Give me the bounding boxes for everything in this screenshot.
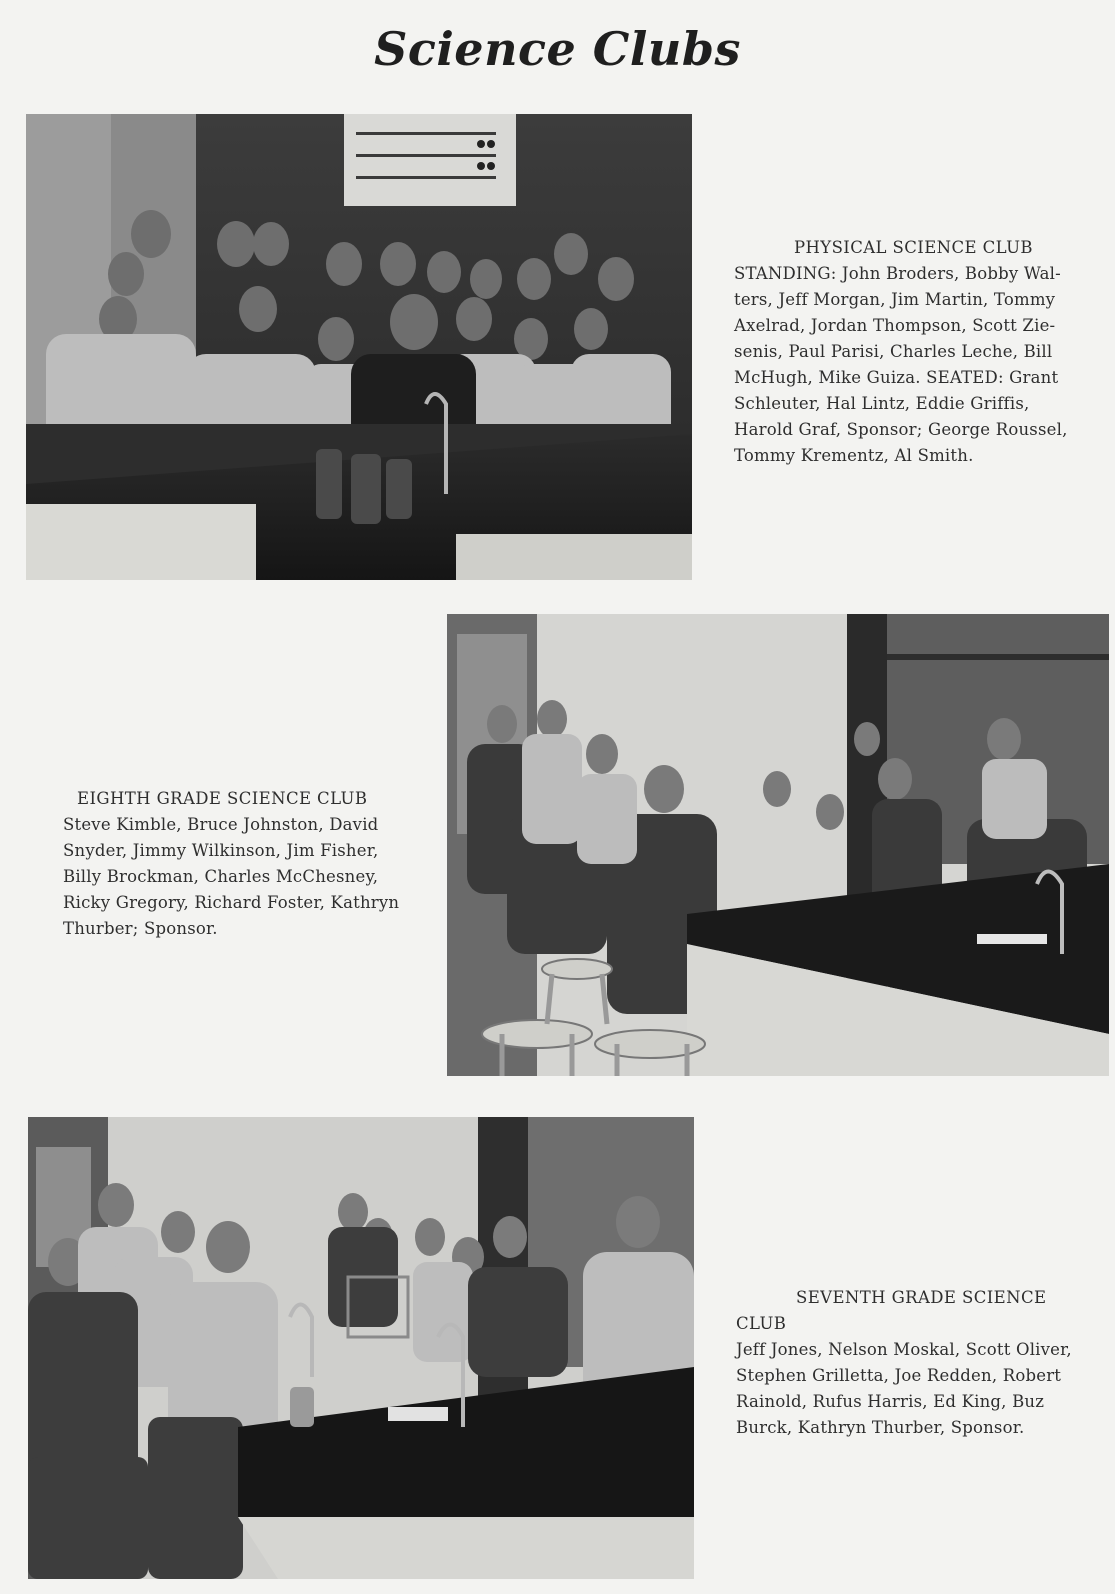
caption-body: Steve Kimble, Bruce Johnston, David Snyder, Jimmy Wilkinson, Jim Fisher, Billy Brockman, Charles McChesney, Ricky Gregory, Richard Foster, Kathryn Thurber; Sponsor.	[63, 815, 400, 938]
caption-heading: EIGHTH GRADE SCIENCE CLUB	[77, 789, 368, 808]
physical-science-club-photo	[26, 114, 692, 580]
physical-science-club-caption	[734, 235, 1079, 469]
seventh-grade-science-club-photo	[28, 1117, 694, 1579]
eighth-grade-science-club-caption	[63, 786, 413, 942]
caption-body: Jeff Jones, Nelson Moskal, Scott Oliver, Stephen Grilletta, Joe Redden, Robert Rainold, Rufus Harris, Ed King, Buz Burck, Kathryn Thurber, Sponsor.	[736, 1340, 1072, 1437]
caption-body: STANDING: John Broders, Bobby Wal-ters, Jeff Morgan, Jim Martin, Tommy Axelrad, Jordan Thompson, Scott Zie-senis, Paul Parisi, Charles Leche, Bill McHugh, Mike Guiza. SEATED: Grant Schleuter, Hal Lintz, Eddie Griffis, Harold Graf, Sponsor; George Roussel, Tommy Krementz, Al Smith.	[734, 264, 1068, 465]
page-title: Science Clubs	[374, 22, 741, 76]
seventh-grade-science-club-caption	[736, 1285, 1091, 1441]
caption-heading: PHYSICAL SCIENCE CLUB	[794, 238, 1033, 257]
caption-heading: SEVENTH GRADE SCIENCE CLUB	[736, 1288, 1047, 1333]
eighth-grade-science-club-photo	[447, 614, 1109, 1076]
